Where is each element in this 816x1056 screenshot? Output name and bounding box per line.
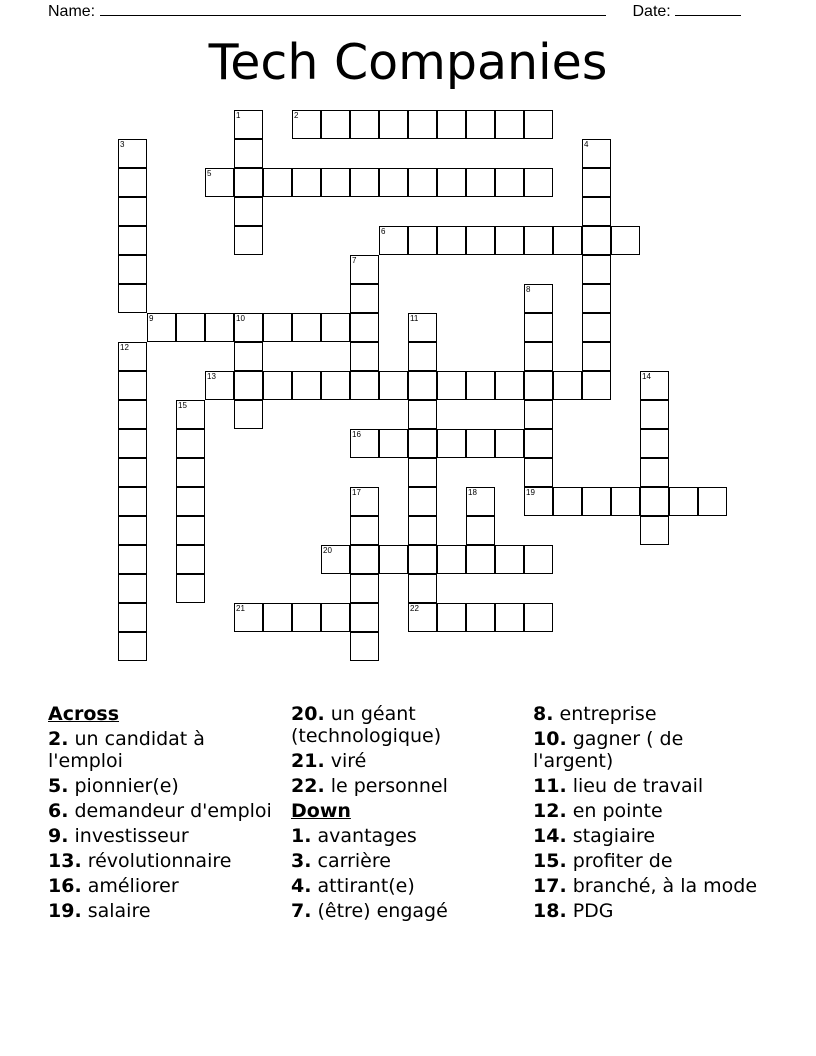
grid-cell[interactable] [118,400,147,429]
clue-text: en pointe [572,800,663,822]
grid-cell[interactable] [176,458,205,487]
across-heading: Across [48,703,120,725]
clue-number: 2 [294,111,299,120]
clue-num: 16. [48,875,82,897]
clue-text: améliorer [87,875,179,897]
across-clue [291,703,526,747]
grid-cell[interactable] [524,313,553,342]
clues-column-3 [533,703,768,925]
grid-cell[interactable] [118,371,147,400]
clue-number: 10 [236,314,245,323]
down-clue [533,900,768,922]
grid-cell[interactable] [553,226,582,255]
down-clue [533,800,768,822]
across-clue [48,800,283,822]
page-title: Tech Companies [208,34,608,91]
clue-number: 7 [352,256,357,265]
grid-cell[interactable] [408,458,437,487]
grid-cell[interactable] [350,371,379,400]
clue-num: 12. [533,800,567,822]
grid-cell[interactable] [553,487,582,516]
grid-cell[interactable] [640,400,669,429]
clue-number: 22 [410,604,419,613]
down-clue [291,875,526,897]
grid-cell[interactable] [524,226,553,255]
grid-cell[interactable] [176,313,205,342]
grid-cell[interactable] [379,429,408,458]
across-clue [48,728,283,772]
grid-cell[interactable] [350,516,379,545]
grid-cell[interactable] [292,313,321,342]
grid-cell[interactable] [466,168,495,197]
down-clue [291,850,526,872]
clue-num: 10. [533,728,567,750]
grid-cell[interactable] [321,313,350,342]
clue-number: 6 [381,227,386,236]
grid-cell[interactable] [495,371,524,400]
grid-cell[interactable] [524,371,553,400]
grid-cell[interactable] [292,603,321,632]
grid-cell[interactable] [321,603,350,632]
clue-num: 19. [48,900,82,922]
clue-text: branché, à la mode [572,875,758,897]
down-clue [533,703,768,725]
grid-cell[interactable] [437,168,466,197]
grid-cell[interactable] [118,574,147,603]
grid-cell[interactable] [437,545,466,574]
clue-text: demandeur d'emploi [74,800,272,822]
clues-column-1 [48,703,283,925]
grid-cell[interactable] [350,313,379,342]
clue-number: 17 [352,488,361,497]
grid-cell[interactable] [466,545,495,574]
across-clue [48,825,283,847]
grid-cell[interactable] [524,342,553,371]
clue-num: 13. [48,850,82,872]
clue-number: 8 [526,285,531,294]
grid-cell[interactable] [118,226,147,255]
grid-cell[interactable] [234,342,263,371]
grid-cell[interactable] [234,371,263,400]
grid-cell[interactable] [524,458,553,487]
grid-cell[interactable] [234,226,263,255]
grid-cell[interactable] [408,342,437,371]
grid-cell[interactable] [466,516,495,545]
grid-cell[interactable] [350,603,379,632]
clue-text: pionnier(e) [74,775,179,797]
grid-cell[interactable] [408,110,437,139]
grid-cell[interactable] [263,313,292,342]
grid-cell[interactable] [118,545,147,574]
clue-text: stagiaire [572,825,656,847]
grid-cell[interactable] [524,110,553,139]
clue-num: 11. [533,775,567,797]
clue-text: viré [330,750,367,772]
clue-number: 11 [410,314,419,323]
grid-cell[interactable] [524,603,553,632]
grid-cell[interactable] [466,429,495,458]
clue-number: 9 [149,314,154,323]
grid-cell[interactable] [524,545,553,574]
clue-text: carrière [317,850,391,872]
grid-cell[interactable] [176,429,205,458]
down-clue [533,728,768,772]
clue-text: salaire [87,900,151,922]
clue-number: 15 [178,401,187,410]
grid-cell[interactable] [379,168,408,197]
grid-cell[interactable] [524,168,553,197]
clue-num: 21. [291,750,325,772]
grid-cell[interactable] [350,342,379,371]
grid-cell[interactable] [118,632,147,661]
across-clue [48,775,283,797]
down-clue [533,875,768,897]
down-clue [533,850,768,872]
grid-cell[interactable] [118,255,147,284]
grid-cell[interactable] [408,400,437,429]
clue-num: 9. [48,825,69,847]
clue-num: 18. [533,900,567,922]
clue-number: 16 [352,430,361,439]
grid-cell[interactable] [292,168,321,197]
clue-text: entreprise [559,703,657,725]
grid-cell[interactable] [611,226,640,255]
grid-cell[interactable] [437,226,466,255]
grid-cell[interactable] [350,574,379,603]
clue-text: PDG [572,900,614,922]
across-clue [48,850,283,872]
grid-cell[interactable] [234,197,263,226]
grid-cell[interactable] [582,371,611,400]
grid-cell[interactable] [466,226,495,255]
grid-cell[interactable] [437,603,466,632]
clue-num: 14. [533,825,567,847]
across-clue [48,875,283,897]
clue-text: révolutionnaire [87,850,232,872]
grid-cell[interactable] [118,429,147,458]
grid-cell[interactable] [234,139,263,168]
grid-cell[interactable] [437,429,466,458]
clue-text: investisseur [74,825,189,847]
grid-cell[interactable] [118,168,147,197]
grid-cell[interactable] [582,313,611,342]
clue-num: 4. [291,875,312,897]
grid-cell[interactable] [118,197,147,226]
clue-number: 18 [468,488,477,497]
grid-cell[interactable] [611,487,640,516]
across-clue [48,900,283,922]
clue-number: 19 [526,488,535,497]
grid-cell[interactable] [118,516,147,545]
grid-cell[interactable] [582,197,611,226]
grid-cell[interactable] [118,284,147,313]
grid-cell[interactable] [553,371,582,400]
clue-text: avantages [317,825,417,847]
grid-cell[interactable] [350,284,379,313]
clue-number: 14 [642,372,651,381]
grid-cell[interactable] [698,487,727,516]
clue-number: 13 [207,372,216,381]
grid-cell[interactable] [379,110,408,139]
grid-cell[interactable] [350,168,379,197]
grid-cell[interactable] [321,371,350,400]
grid-cell[interactable] [582,226,611,255]
grid-cell[interactable] [495,168,524,197]
clue-text: gagner ( de l'argent) [533,728,684,772]
grid-cell[interactable] [292,371,321,400]
clue-num: 6. [48,800,69,822]
clue-num: 8. [533,703,554,725]
down-clue [533,775,768,797]
clue-num: 15. [533,850,567,872]
down-heading: Down [291,800,351,822]
clues-column-2 [291,703,526,925]
clue-num: 17. [533,875,567,897]
grid-cell[interactable] [495,603,524,632]
grid-cell[interactable] [582,168,611,197]
grid-cell[interactable] [582,255,611,284]
clue-number: 21 [236,604,245,613]
grid-cell[interactable] [640,516,669,545]
grid-cell[interactable] [408,516,437,545]
grid-cell[interactable] [379,371,408,400]
down-clue [291,825,526,847]
clue-text: (être) engagé [317,900,448,922]
grid-cell[interactable] [176,516,205,545]
grid-cell[interactable] [379,545,408,574]
clue-number: 3 [120,140,125,149]
grid-cell[interactable] [263,168,292,197]
grid-cell[interactable] [640,458,669,487]
grid-cell[interactable] [350,110,379,139]
grid-cell[interactable] [176,487,205,516]
down-clue [533,825,768,847]
grid-cell[interactable] [263,371,292,400]
clue-num: 1. [291,825,312,847]
grid-cell[interactable] [437,371,466,400]
grid-cell[interactable] [495,110,524,139]
grid-cell[interactable] [408,429,437,458]
grid-cell[interactable] [582,284,611,313]
clue-text: un géant (technologique) [291,703,442,747]
across-clue [291,750,526,772]
grid-cell[interactable] [234,168,263,197]
grid-cell[interactable] [669,487,698,516]
grid-cell[interactable] [466,371,495,400]
grid-cell[interactable] [350,545,379,574]
grid-cell[interactable] [640,429,669,458]
clue-text: le personnel [330,775,448,797]
grid-cell[interactable] [234,400,263,429]
grid-cell[interactable] [176,574,205,603]
grid-cell[interactable] [640,487,669,516]
grid-cell[interactable] [321,110,350,139]
grid-cell[interactable] [466,603,495,632]
grid-cell[interactable] [263,603,292,632]
grid-cell[interactable] [408,371,437,400]
grid-cell[interactable] [408,574,437,603]
clue-num: 5. [48,775,69,797]
clue-text: lieu de travail [572,775,704,797]
grid-cell[interactable] [118,487,147,516]
clue-number: 5 [207,169,212,178]
clue-number: 20 [323,546,332,555]
grid-cell[interactable] [437,110,466,139]
clue-number: 4 [584,140,589,149]
across-clue [291,775,526,797]
clue-num: 3. [291,850,312,872]
grid-cell[interactable] [466,110,495,139]
clue-num: 22. [291,775,325,797]
grid-cell[interactable] [495,545,524,574]
grid-cell[interactable] [350,632,379,661]
grid-cell[interactable] [176,545,205,574]
grid-cell[interactable] [408,168,437,197]
clue-text: profiter de [572,850,673,872]
grid-cell[interactable] [321,168,350,197]
grid-cell[interactable] [582,342,611,371]
grid-cell[interactable] [408,487,437,516]
down-clue [291,900,526,922]
clue-text: attirant(e) [317,875,415,897]
grid-cell[interactable] [408,226,437,255]
clue-num: 7. [291,900,312,922]
grid-cell[interactable] [205,313,234,342]
clue-text: un candidat à l'emploi [48,728,205,772]
clue-number: 12 [120,343,129,352]
grid-cell[interactable] [495,429,524,458]
grid-cell[interactable] [118,458,147,487]
clue-num: 20. [291,703,325,725]
grid-cell[interactable] [582,487,611,516]
grid-cell[interactable] [524,400,553,429]
name-label: Name: [48,3,96,20]
date-label: Date: [632,3,671,20]
grid-cell[interactable] [495,226,524,255]
grid-cell[interactable] [524,429,553,458]
grid-cell[interactable] [118,603,147,632]
clue-num: 2. [48,728,69,750]
grid-cell[interactable] [408,545,437,574]
clue-number: 1 [236,111,241,120]
